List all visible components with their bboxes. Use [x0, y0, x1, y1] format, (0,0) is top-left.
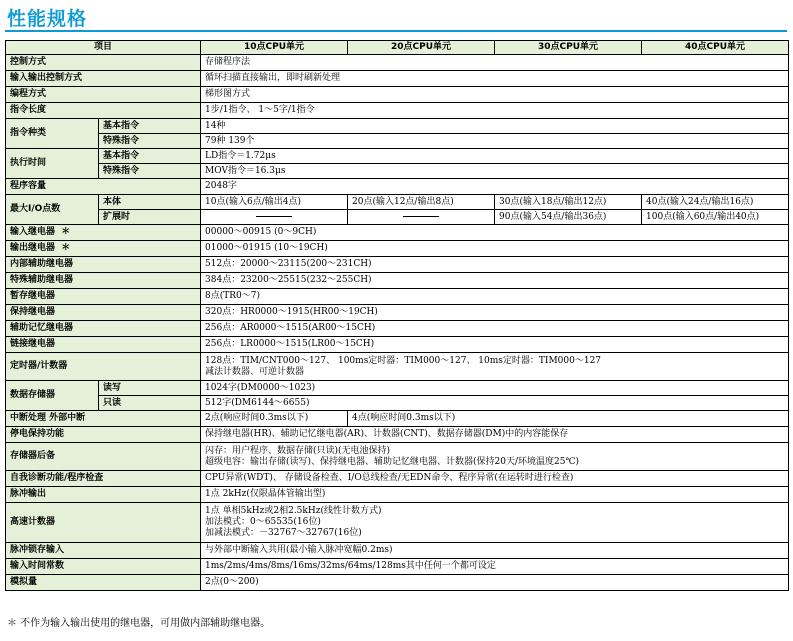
- table-row: [6, 471, 789, 487]
- data-memory-ro-value: 512字(DM6144～6655): [201, 396, 789, 411]
- table-row: [6, 210, 789, 225]
- exec-time-label: 执行时间: [6, 149, 99, 179]
- not-applicable-dash: [403, 216, 439, 217]
- footnote: ＊ 不作为输入输出使用的继电器，可用做内部辅助继电器。: [7, 618, 271, 629]
- max-io-body-40: 40点(输入24点/输出16点): [642, 195, 789, 210]
- program-capacity-value: 2048字: [201, 179, 789, 195]
- header-col-10: 10点CPU单元: [201, 41, 348, 55]
- instr-special-label: 特殊指令: [99, 134, 201, 149]
- program-capacity-label: 程序容量: [6, 179, 201, 195]
- table-row: [6, 71, 789, 87]
- programming-label: 编程方式: [6, 87, 201, 103]
- self-diag-label: 自我诊断功能/程序检查: [6, 471, 201, 487]
- header-col-30: 30点CPU单元: [495, 41, 642, 55]
- table-row: [6, 543, 789, 559]
- table-row: [6, 487, 789, 503]
- max-io-ext-30: 90点(输入54点/输出36点): [495, 210, 642, 225]
- hs-counter-value: [201, 503, 789, 543]
- self-diag-value: CPU异常(WDT)、 存储设备检查、I/O总线检查/无EDN命令、程序异常(在运转时进行检查): [201, 471, 789, 487]
- table-row: [6, 179, 789, 195]
- interrupt-label: 中断处理 外部中断: [6, 411, 201, 427]
- input-time-const-value: 1ms/2ms/4ms/8ms/16ms/32ms/64ms/128ms其中任何一个都可设定: [201, 559, 789, 575]
- data-memory-label: 数据存储器: [6, 381, 99, 411]
- table-row: [6, 353, 789, 381]
- instr-basic-label: 基本指令: [99, 119, 201, 134]
- spec-table: [5, 40, 789, 591]
- table-row: [6, 289, 789, 305]
- exec-special-label: 特殊指令: [99, 164, 201, 179]
- hs-counter-line2: 加法模式：0～65535(16位): [205, 517, 321, 527]
- pulse-output-value: 1点 2kHz(仅限晶体管输出型): [201, 487, 789, 503]
- max-io-body-10: 10点(输入6点/输出4点): [201, 195, 348, 210]
- table-row: [6, 559, 789, 575]
- table-row: [6, 381, 789, 396]
- instr-length-label: 指令长度: [6, 103, 201, 119]
- page-title: 性能规格: [7, 8, 88, 30]
- internal-aux-label: 内部辅助继电器: [6, 257, 201, 273]
- table-row: [6, 443, 789, 471]
- table-row: [6, 149, 789, 164]
- max-io-body-label: 本体: [99, 195, 201, 210]
- table-row: [6, 575, 789, 591]
- instr-basic-value: 14种: [201, 119, 789, 134]
- instr-types-label: 指令种类: [6, 119, 99, 149]
- hs-counter-label: 高速计数器: [6, 503, 201, 543]
- power-fail-value: 保持继电器(HR)、辅助记忆继电器(AR)、计数器(CNT)、数据存储器(DM)中的内容能保存: [201, 427, 789, 443]
- table-row: [6, 55, 789, 71]
- holding-relay-label: 保持继电器: [6, 305, 201, 321]
- instr-length-value: 1步/1指令、 1～5字/1指令: [201, 103, 789, 119]
- output-relay-value: 01000～01915 (10～19CH): [201, 241, 789, 257]
- output-relay-mark: ＊: [61, 243, 71, 253]
- max-io-label: 最大I/O点数: [6, 195, 99, 225]
- memory-backup-label: 存储器后备: [6, 443, 201, 471]
- table-row: [6, 321, 789, 337]
- data-memory-rw-label: 读写: [99, 381, 201, 396]
- input-relay-value: 00000～00915 (0～9CH): [201, 225, 789, 241]
- internal-aux-value: 512点：20000～23115(200～231CH): [201, 257, 789, 273]
- exec-basic-value: LD指令＝1.72μs: [201, 149, 789, 164]
- table-row: [6, 195, 789, 210]
- header-item: 项目: [6, 41, 201, 55]
- table-row: [6, 337, 789, 353]
- table-row: [6, 305, 789, 321]
- instr-special-value: 79种 139个: [201, 134, 789, 149]
- control-method-label: 控制方式: [6, 55, 201, 71]
- header-col-20: 20点CPU单元: [348, 41, 495, 55]
- table-row: [6, 427, 789, 443]
- max-io-ext-10-na: [201, 210, 348, 225]
- link-relay-label: 链接继电器: [6, 337, 201, 353]
- table-row: [6, 164, 789, 179]
- max-io-body-30: 30点(输入18点/输出12点): [495, 195, 642, 210]
- hs-counter-line1: 1点 单相5kHz或2相2.5kHz(线性计数方式): [205, 506, 382, 516]
- data-memory-rw-value: 1024字(DM0000～1023): [201, 381, 789, 396]
- special-aux-value: 384点：23200～25515(232～255CH): [201, 273, 789, 289]
- output-relay-text: 输出继电器: [10, 243, 56, 253]
- table-row: [6, 241, 789, 257]
- link-relay-value: 256点：LR0000～1515(LR00～15CH): [201, 337, 789, 353]
- timer-counter-line2: 减法计数器、可逆计数器: [205, 366, 305, 377]
- table-row: [6, 134, 789, 149]
- title-underline: [5, 30, 787, 32]
- table-row: [6, 503, 789, 543]
- pulse-latch-label: 脉冲锁存输入: [6, 543, 201, 559]
- table-row: [6, 411, 789, 427]
- table-row: [6, 273, 789, 289]
- pulse-output-label: 脉冲输出: [6, 487, 201, 503]
- input-relay-label: [6, 225, 201, 241]
- max-io-ext-20-na: [348, 210, 495, 225]
- io-control-label: 输入输出控制方式: [6, 71, 201, 87]
- max-io-ext-40: 100点(输入60点/输出40点): [642, 210, 789, 225]
- table-row: [6, 119, 789, 134]
- memory-backup-line1: 闪存：用户程序、数据存储(只读)(无电池保持): [205, 445, 391, 456]
- table-row: [6, 396, 789, 411]
- table-row: [6, 87, 789, 103]
- table-row: [6, 103, 789, 119]
- max-io-body-20: 20点(输入12点/输出8点): [348, 195, 495, 210]
- header-col-40: 40点CPU单元: [642, 41, 789, 55]
- input-relay-text: 输入继电器: [10, 227, 56, 237]
- hs-counter-line3: 加减法模式：－32767～32767(16位): [205, 528, 362, 538]
- special-aux-label: 特殊辅助继电器: [6, 273, 201, 289]
- analog-label: 模拟量: [6, 575, 201, 591]
- analog-value: 2点(0～200): [201, 575, 789, 591]
- temp-relay-value: 8点(TR0～7): [201, 289, 789, 305]
- timer-counter-value: [201, 353, 789, 381]
- power-fail-label: 停电保持功能: [6, 427, 201, 443]
- io-control-value: 循环扫描直接输出，即时刷新处理: [201, 71, 789, 87]
- not-applicable-dash: [256, 216, 292, 217]
- memory-backup-line2: 超级电容：输出存储(读写)、保持继电器、辅助记忆继电器、计数器(保持20天/环境温度25℃): [205, 456, 580, 467]
- timer-counter-line1: 128点：TIM/CNT000～127、 100ms定时器：TIM000～127、 10ms定时器：TIM000～127: [205, 355, 602, 366]
- aux-memory-value: 256点：AR0000～1515(AR00～15CH): [201, 321, 789, 337]
- memory-backup-value: [201, 443, 789, 471]
- exec-basic-label: 基本指令: [99, 149, 201, 164]
- max-io-ext-label: 扩展时: [99, 210, 201, 225]
- holding-relay-value: 320点：HR0000～1915(HR00～19CH): [201, 305, 789, 321]
- input-time-const-label: 输入时间常数: [6, 559, 201, 575]
- output-relay-label: [6, 241, 201, 257]
- header-row: [6, 41, 789, 55]
- exec-special-value: MOV指令＝16.3μs: [201, 164, 789, 179]
- table-row: [6, 225, 789, 241]
- interrupt-value-10: 2点(响应时间0.3ms以下): [201, 411, 348, 427]
- timer-counter-label: 定时器/计数器: [6, 353, 201, 381]
- input-relay-mark: ＊: [61, 227, 71, 237]
- data-memory-ro-label: 只读: [99, 396, 201, 411]
- pulse-latch-value: 与外部中断输入共用(最小输入脉冲宽幅0.2ms): [201, 543, 789, 559]
- interrupt-value-other: 4点(响应时间0.3ms以下): [348, 411, 789, 427]
- temp-relay-label: 暂存继电器: [6, 289, 201, 305]
- programming-value: 梯形图方式: [201, 87, 789, 103]
- table-row: [6, 257, 789, 273]
- aux-memory-label: 辅助记忆继电器: [6, 321, 201, 337]
- control-method-value: 存储程序法: [201, 55, 789, 71]
